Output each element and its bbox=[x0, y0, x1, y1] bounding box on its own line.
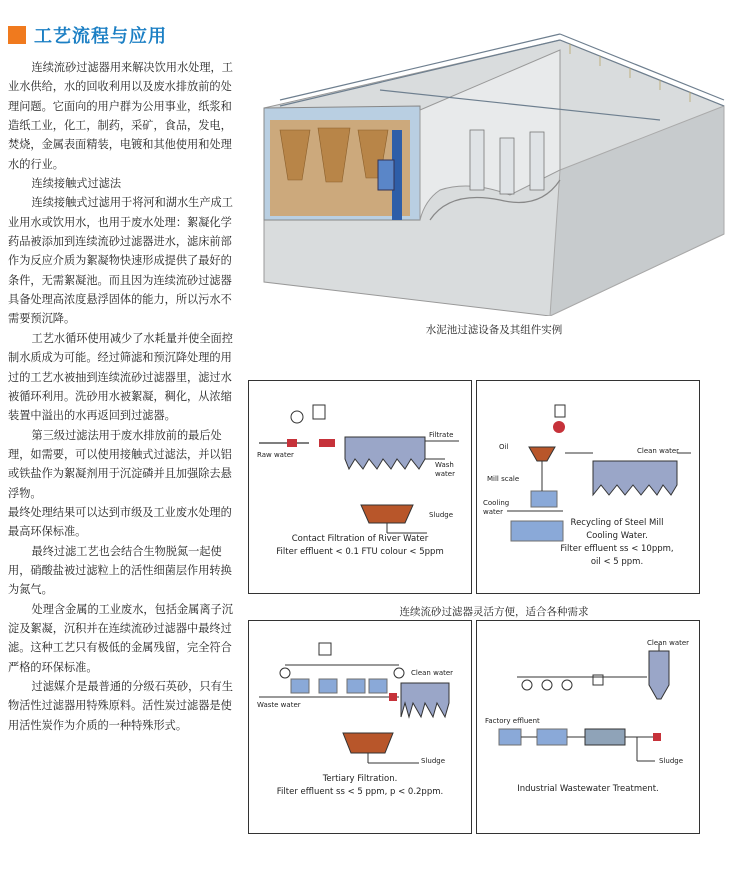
label-raw-water: Raw water bbox=[257, 451, 294, 459]
header-marker bbox=[8, 26, 26, 44]
filter-basin-illustration bbox=[260, 20, 728, 316]
diagram-contact-filtration bbox=[248, 380, 472, 594]
label-cooling-water: water bbox=[483, 508, 503, 516]
subheading: 连续接触式过滤法 bbox=[31, 177, 122, 191]
label-sludge: Sludge bbox=[421, 757, 446, 765]
label-clean-water: Clean water bbox=[647, 639, 690, 647]
diagram-industrial-wastewater bbox=[476, 620, 700, 834]
label-wash: Wash bbox=[435, 461, 454, 469]
caption-line: Tertiary Filtration. bbox=[322, 774, 398, 784]
label-clean-water: Clean water bbox=[637, 447, 680, 455]
diagram-tertiary-filtration bbox=[248, 620, 472, 834]
pump-icon bbox=[287, 439, 297, 447]
paragraph: 最终处理结果可以达到市级及工业废水处理的最高环保标准。 bbox=[8, 505, 232, 539]
label-wash-water: water bbox=[435, 470, 455, 478]
caption-line: Filter effluent < 0.1 FTU colour < 5ppm bbox=[276, 547, 444, 557]
paragraph: 处理含金属的工业废水，包括金属离子沉淀及絮凝，沉积并在连续流砂过滤器中最终过滤。这种工艺只有极低的金属残留，完全符合严格的环保标准。 bbox=[8, 602, 233, 674]
label-sludge: Sludge bbox=[429, 511, 454, 519]
label-clean-water: Clean water bbox=[411, 669, 454, 677]
diagram-steel-mill-recycling bbox=[476, 380, 700, 594]
caption-line: Recycling of Steel Mill bbox=[570, 518, 664, 528]
paragraph: 连续流砂过滤器用来解决饮用水处理，工业水供给，水的回收利用以及废水排放前的处理问题。它面向的用户群为公用事业，纸浆和造纸工业，化工，制药，采矿，食品，发电，焚烧，金属表面精装，电镀和其他使用和处理水的行业。 bbox=[8, 61, 233, 171]
diagram-caption bbox=[249, 773, 471, 799]
caption-line: oil < 5 ppm. bbox=[590, 557, 644, 567]
label-factory-effluent: Factory effluent bbox=[485, 717, 540, 725]
tertiary-schematic bbox=[249, 621, 471, 833]
section-header bbox=[8, 22, 167, 48]
contact-filtration-schematic bbox=[249, 381, 471, 593]
paragraph: 第三级过滤法用于废水排放前的最后处理，如需要，可以使用接触式过滤法，并以铝或铁盐作为絮凝剂用于沉淀磷并且加强除去悬浮物。 bbox=[8, 428, 232, 500]
label-filtrate: Filtrate bbox=[429, 431, 454, 439]
body-text bbox=[8, 58, 236, 735]
caption-line: Filter effluent ss < 10ppm, bbox=[560, 544, 674, 554]
caption-line: Filter effluent ss < 5 ppm, p < 0.2ppm. bbox=[276, 787, 444, 797]
diagram-caption bbox=[477, 783, 699, 796]
diagram-caption bbox=[249, 533, 471, 559]
paragraph: 过滤媒介是最普通的分级石英砂，只有生物活性过滤器用特殊原料。活性炭过滤器是使用活性炭作为介质的一种特殊形式。 bbox=[8, 680, 233, 732]
paragraph: 工艺水循环使用减少了水耗量并使全面控制水质成为可能。经过筛滤和预沉降处理的用过的工艺水被抽到连续流砂过滤器里，滤过水被循环利用。洗砂用水被絮凝，稠化，从浓缩装置中溢出的水再返回到过滤器。 bbox=[8, 331, 233, 423]
label-mill-scale: Mill scale bbox=[487, 475, 520, 483]
label-oil: Oil bbox=[499, 443, 509, 451]
illustration-caption: 水泥池过滤设备及其组件实例 bbox=[425, 324, 563, 336]
label-waste-water: Waste water bbox=[257, 701, 301, 709]
caption-line: Cooling Water. bbox=[586, 531, 648, 541]
diagram-caption bbox=[537, 517, 697, 569]
label-cooling: Cooling bbox=[483, 499, 510, 507]
caption-line: Industrial Wastewater Treatment. bbox=[517, 784, 659, 794]
paragraph: 连续接触式过滤用于将河和湖水生产成工业用水或饮用水，也用于废水处理：絮凝化学药品被添加到连续流砂过滤器进水，滤床前部作为反应介质为絮凝物快速形成提供了最好的条件，无需絮凝池。而且因为连续流砂过滤器具备处理高浓度悬浮固体的能力，所以污水不需要预沉降。 bbox=[8, 196, 233, 326]
section-title: 工艺流程与应用 bbox=[34, 26, 167, 47]
label-sludge: Sludge bbox=[659, 757, 684, 765]
caption-line: Contact Filtration of River Water bbox=[291, 534, 429, 544]
industrial-schematic bbox=[477, 621, 699, 833]
paragraph: 最终过滤工艺也会结合生物脱氮一起使用，硝酸盐被过滤粒上的活性细菌层作用转换为氮气。 bbox=[8, 544, 232, 597]
diagrams-caption: 连续流砂过滤器灵活方便，适合各种需求 bbox=[399, 606, 589, 618]
